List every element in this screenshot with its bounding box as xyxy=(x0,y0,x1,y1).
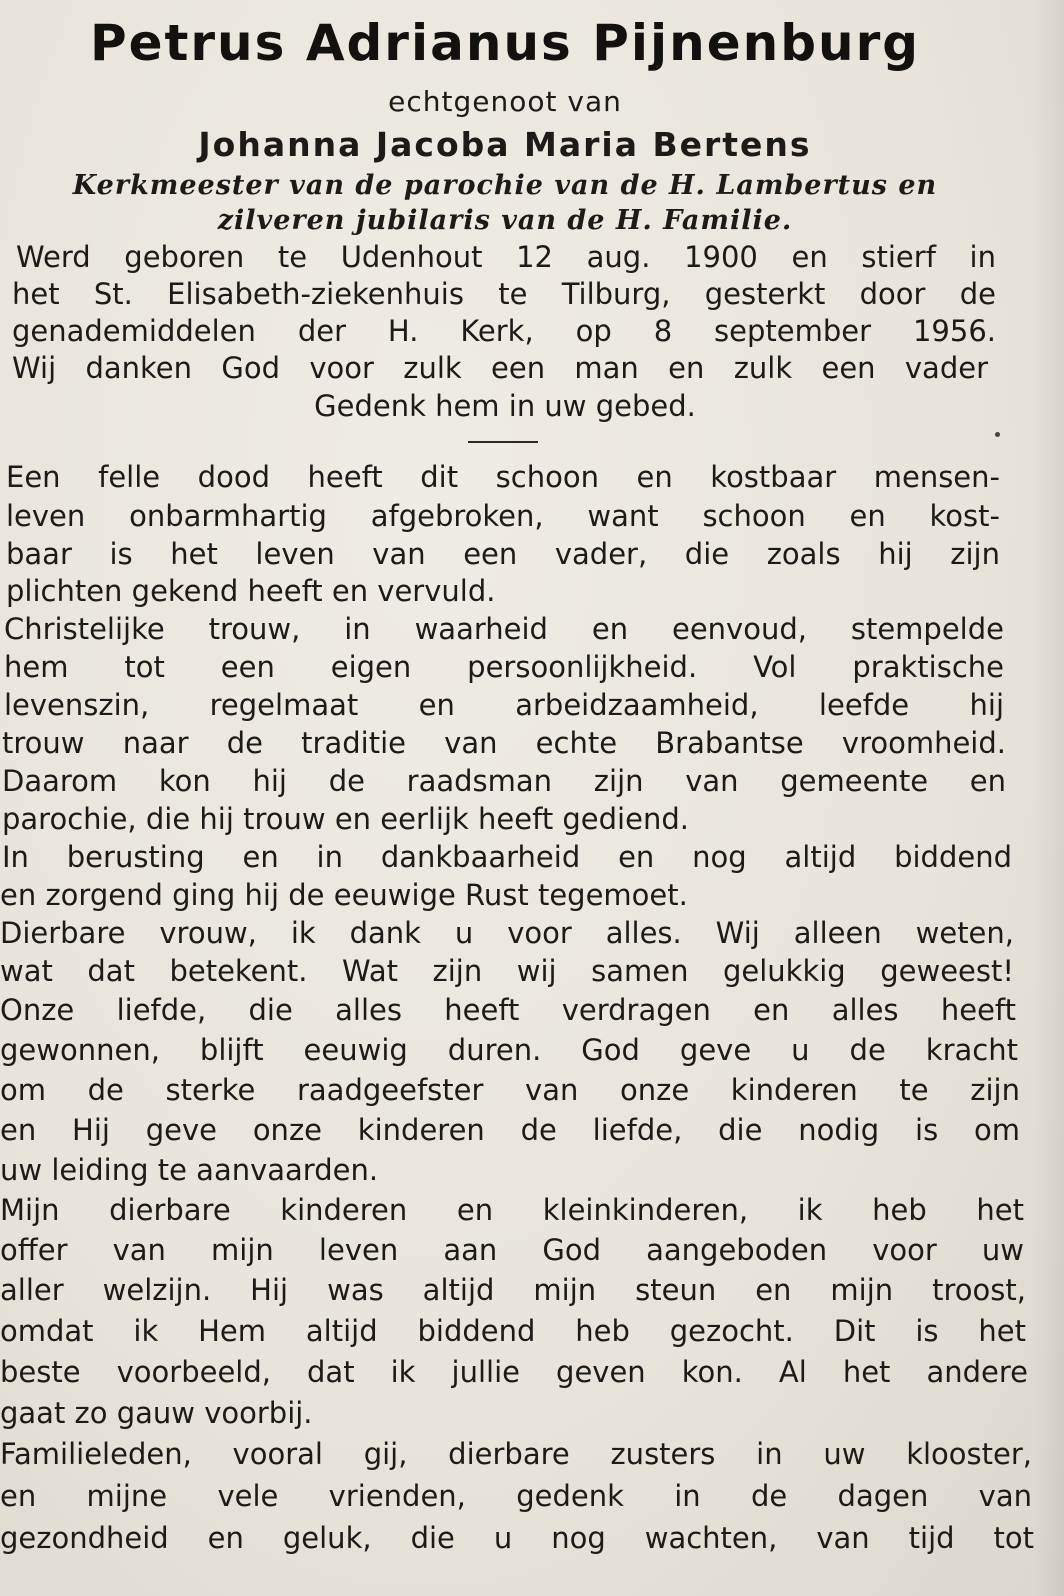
role-line-2: zilveren jubilaris van de H. Familie. xyxy=(217,205,793,236)
body-line: Dierbare vrouw, ik dank u voor alles. Wij alleen weten, xyxy=(0,916,1014,950)
body-line: uw leiding te aanvaarden. xyxy=(0,1153,379,1187)
body-line: offer van mijn leven aan God aangeboden voor uw xyxy=(0,1233,1024,1267)
body-line: trouw naar de traditie van echte Brabantse vroomheid. xyxy=(2,726,1006,760)
body-line: Mijn dierbare kinderen en kleinkinderen, ik heb het xyxy=(0,1193,1024,1227)
body-line: gewonnen, blijft eeuwig duren. God geve u de kracht xyxy=(0,1033,1018,1067)
body-line: gezondheid en geluk, die u nog wachten, van tijd tot xyxy=(0,1521,1034,1555)
edge-shadow xyxy=(1034,0,1064,1596)
body-line: leven onbarmhartig afgebroken, want schoon en kost- xyxy=(6,499,1000,533)
intro-line: genademiddelen der H. Kerk, op 8 september 1956. xyxy=(12,314,996,348)
body-line: parochie, die hij trouw en eerlijk heeft gediend. xyxy=(2,802,689,836)
body-line: omdat ik Hem altijd biddend heb gezocht. Dit is het xyxy=(0,1314,1026,1348)
intro-line: Wij danken God voor zulk een man en zulk een vader xyxy=(12,351,988,385)
body-line: Een felle dood heeft dit schoon en kostbaar mensen- xyxy=(6,460,1000,494)
body-line: aller welzijn. Hij was altijd mijn steun en mijn troost, xyxy=(0,1273,1026,1307)
body-line: en zorgend ging hij de eeuwige Rust tegemoet. xyxy=(0,878,688,912)
body-line: om de sterke raadgeefster van onze kinderen te zijn xyxy=(0,1073,1020,1107)
spouse-label: echtgenoot van xyxy=(388,85,622,118)
body-line: Familieleden, vooral gij, dierbare zusters in uw klooster, xyxy=(0,1437,1032,1471)
body-line: Christelijke trouw, in waarheid en eenvoud, stempelde xyxy=(4,612,1004,646)
body-line: plichten gekend heeft en vervuld. xyxy=(6,574,496,608)
deceased-name: Petrus Adrianus Pijnenburg xyxy=(89,14,921,72)
intro-line: Werd geboren te Udenhout 12 aug. 1900 en stierf in xyxy=(16,240,996,274)
body-line: In berusting en in dankbaarheid en nog altijd biddend xyxy=(2,840,1012,874)
speck xyxy=(995,432,1000,437)
body-line: Onze liefde, die alles heeft verdragen en alles heeft xyxy=(0,993,1016,1027)
role-line-1: Kerkmeester van de parochie van de H. Lambertus en xyxy=(72,170,938,201)
divider xyxy=(468,441,538,443)
body-line: Daarom kon hij de raadsman zijn van gemeente en xyxy=(2,764,1006,798)
body-line: wat dat betekent. Wat zijn wij samen gelukkig geweest! xyxy=(0,954,1014,988)
body-line: en mijne vele vrienden, gedenk in de dagen van xyxy=(0,1479,1032,1513)
spouse-name: Johanna Jacoba Maria Bertens xyxy=(198,125,812,164)
intro-line: het St. Elisabeth-ziekenhuis te Tilburg, gesterkt door de xyxy=(12,277,996,311)
body-line: baar is het leven van een vader, die zoals hij zijn xyxy=(6,537,1000,571)
body-line: levenszin, regelmaat en arbeidzaamheid, leefde hij xyxy=(4,688,1004,722)
intro-line: Gedenk hem in uw gebed. xyxy=(314,389,696,423)
body-line: beste voorbeeld, dat ik jullie geven kon. Al het andere xyxy=(0,1355,1028,1389)
body-line: hem tot een eigen persoonlijkheid. Vol praktische xyxy=(4,650,1004,684)
body-line: en Hij geve onze kinderen de liefde, die nodig is om xyxy=(0,1113,1020,1147)
body-line: gaat zo gauw voorbij. xyxy=(0,1396,313,1430)
